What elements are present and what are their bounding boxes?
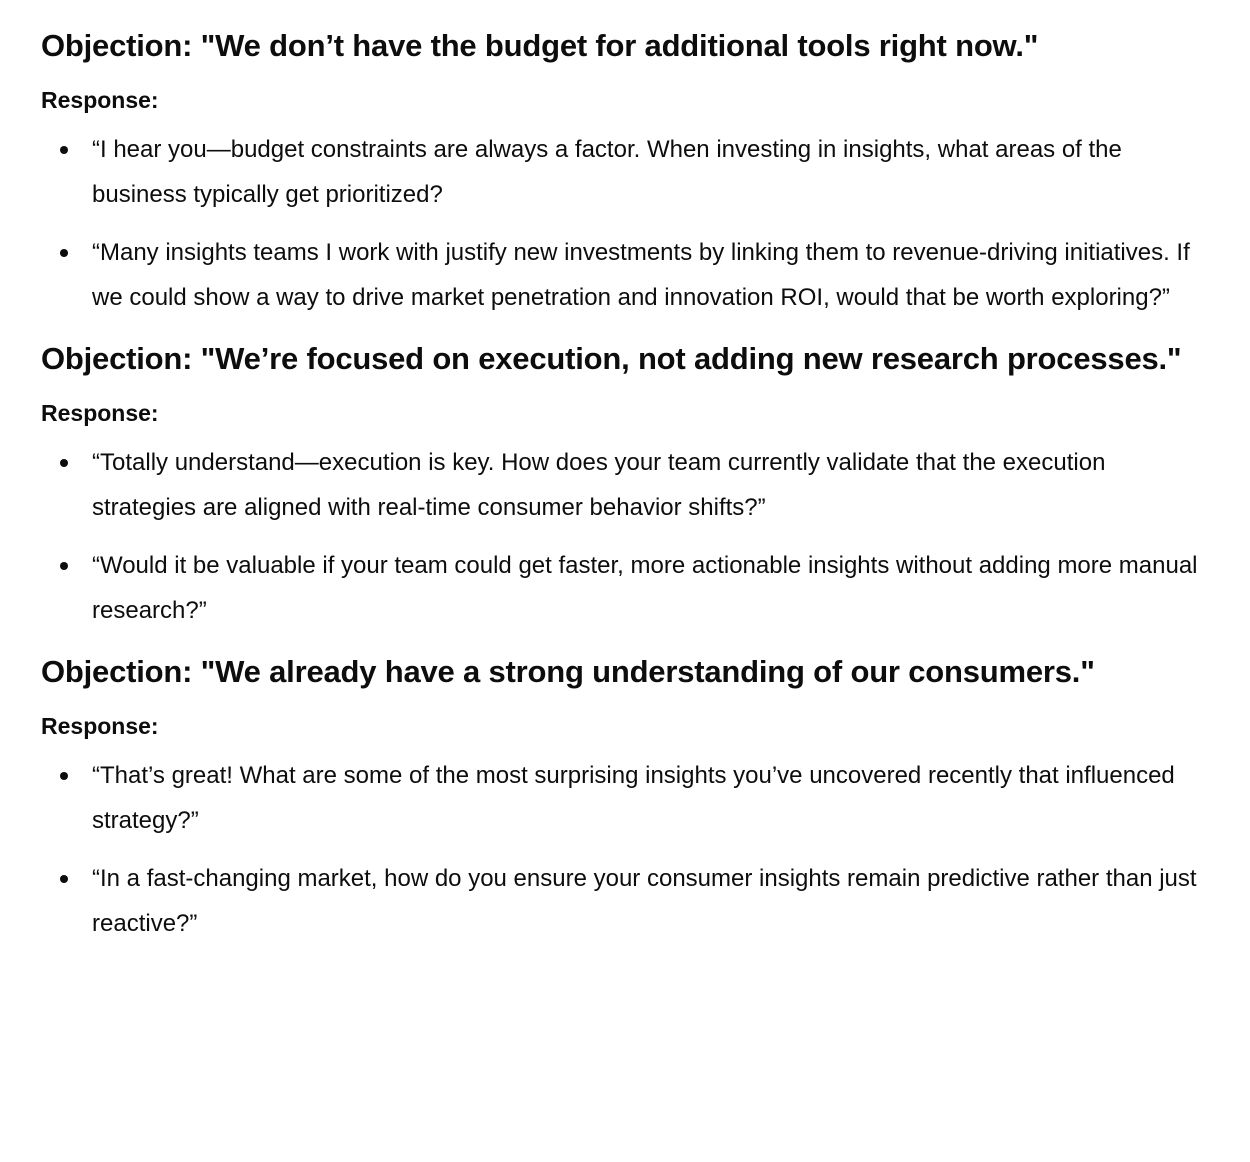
- bullet-icon: [60, 459, 68, 467]
- list-item-text: “I hear you—budget constraints are always a factor. When investing in insights, what areas of the business typically get prioritized?: [92, 136, 1122, 208]
- response-list: [41, 127, 1214, 320]
- list-item: [41, 856, 1214, 946]
- list-item-text: “Would it be valuable if your team could get faster, more actionable insights without adding more manual research?”: [92, 552, 1198, 624]
- response-label: Response:: [41, 87, 159, 113]
- bullet-icon: [60, 562, 68, 570]
- bullet-icon: [60, 875, 68, 883]
- bullet-icon: [60, 772, 68, 780]
- response-label: Response:: [41, 713, 159, 739]
- list-item: [41, 440, 1214, 530]
- bullet-icon: [60, 249, 68, 257]
- objection-section-execution: [41, 333, 1214, 633]
- list-item-text: “In a fast-changing market, how do you ensure your consumer insights remain predictive rather than just reactive?”: [92, 865, 1197, 937]
- list-item-text: “That’s great! What are some of the most surprising insights you’ve uncovered recently that influenced strategy?”: [92, 762, 1175, 834]
- objection-section-understanding: [41, 646, 1214, 946]
- response-list: [41, 753, 1214, 946]
- list-item: [41, 753, 1214, 843]
- list-item-text: “Totally understand—execution is key. How does your team currently validate that the execution strategies are aligned with real-time consumer behavior shifts?”: [92, 449, 1106, 521]
- objection-heading: Objection: "We don’t have the budget for additional tools right now.": [41, 28, 1039, 63]
- list-item: [41, 543, 1214, 633]
- objection-heading: Objection: "We already have a strong understanding of our consumers.": [41, 654, 1095, 689]
- list-item: [41, 230, 1214, 320]
- list-item: [41, 127, 1214, 217]
- objection-heading: Objection: "We’re focused on execution, not adding new research processes.": [41, 341, 1182, 376]
- list-item-text: “Many insights teams I work with justify new investments by linking them to revenue-driving initiatives. If we could show a way to drive market penetration and innovation ROI, would that be worth exploring?”: [92, 239, 1190, 311]
- response-list: [41, 440, 1214, 633]
- bullet-icon: [60, 146, 68, 154]
- response-label: Response:: [41, 400, 159, 426]
- objection-section-budget: [41, 20, 1214, 320]
